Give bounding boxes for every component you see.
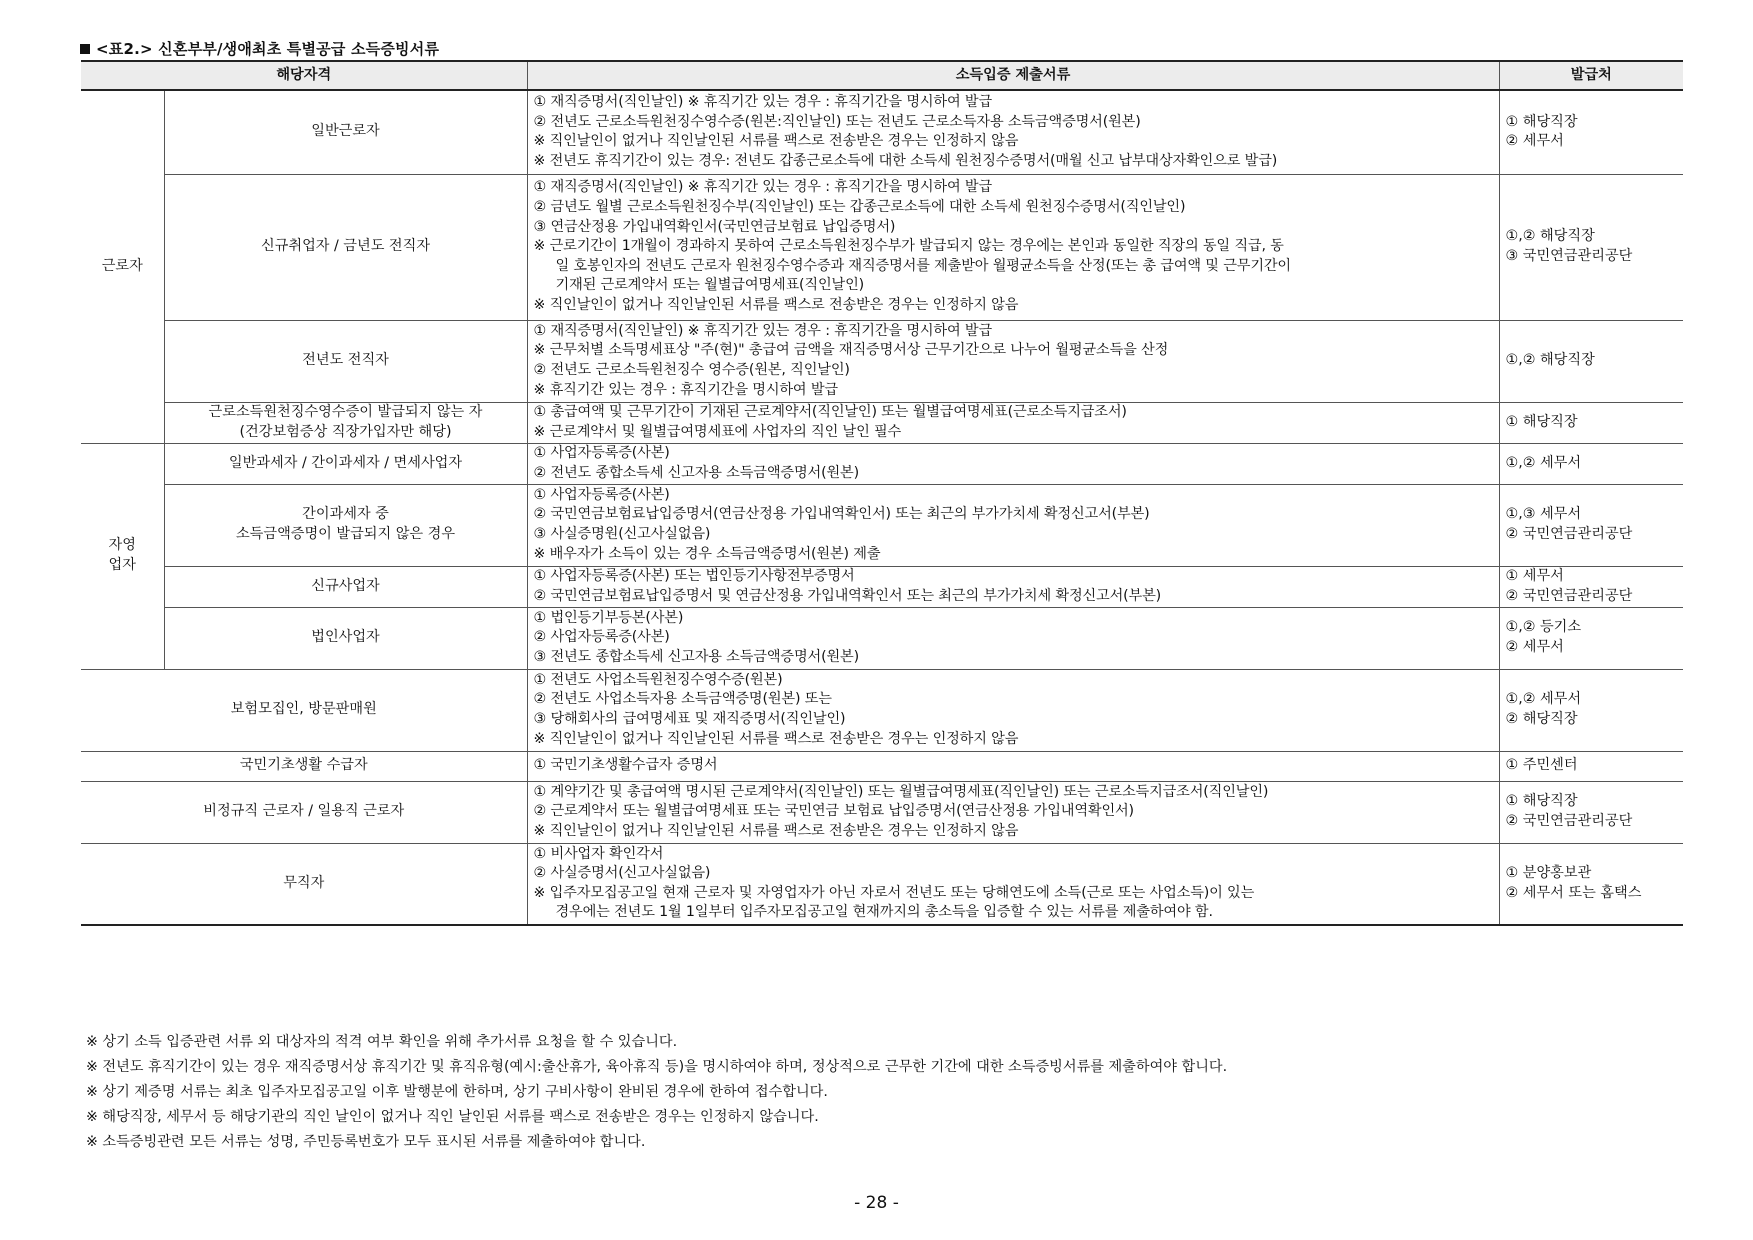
table-row	[81, 843, 1683, 925]
column-header-issuer: 발급처	[1499, 61, 1683, 90]
qualification-cell	[164, 443, 527, 484]
documents-line: ② 전년도 근로소득원천징수영수증(원본:직인날인) 또는 전년도 근로소득자용 소득금액증명서(원본)	[533, 113, 1141, 130]
qualification-cell	[164, 484, 527, 566]
documents-cell	[527, 484, 1499, 566]
qualification-line: 전년도 전직자	[302, 352, 389, 369]
issuer-line: ② 국민연금관리공단	[1505, 813, 1633, 829]
documents-cell	[527, 90, 1499, 174]
income-documents-table	[81, 60, 1683, 926]
qualification-line: 일반과세자 / 간이과세자 / 면세사업자	[228, 454, 463, 471]
qualification-line: 간이과세자 중	[302, 506, 389, 523]
documents-line: ② 금년도 월별 근로소득원천징수부(직인날인) 또는 갑종근로소득에 대한 소득세 원천징수증명서(직인날인)	[533, 199, 1186, 216]
documents-line: ※ 배우자가 소득이 있는 경우 소득금액증명서(원본) 제출	[533, 545, 881, 562]
documents-line: ※ 직인날인이 없거나 직인날인된 서류를 팩스로 전송받은 경우는 인정하지 않음	[533, 296, 1019, 313]
issuer-line: ①,② 해당직장	[1505, 352, 1595, 369]
table-row	[81, 443, 1683, 484]
issuer-line: ② 해당직장	[1505, 711, 1578, 727]
issuer-line: ① 해당직장	[1505, 113, 1578, 130]
issuer-cell	[1499, 566, 1683, 607]
documents-cell	[527, 174, 1499, 320]
documents-cell	[527, 751, 1499, 781]
issuer-line: ① 분양홍보관	[1505, 865, 1592, 882]
issuer-cell	[1499, 751, 1683, 781]
documents-line: ① 국민기초생활수급자 증명서	[533, 757, 718, 774]
documents-cell	[527, 320, 1499, 402]
issuer-line: ①,② 해당직장	[1505, 228, 1595, 245]
documents-cell	[527, 669, 1499, 751]
table-body	[81, 90, 1683, 925]
issuer-line: ② 국민연금관리공단	[1505, 526, 1633, 542]
documents-line: ③ 전년도 종합소득세 신고자용 소득금액증명서(원본)	[533, 648, 859, 665]
footnote: ※ 해당직장, 세무서 등 해당기관의 직인 날인이 없거나 직인 날인된 서류를 팩스로 전송받은 경우는 인정하지 않습니다.	[86, 1109, 819, 1125]
table-row	[81, 320, 1683, 402]
documents-line: ※ 입주자모집공고일 현재 근로자 및 자영업자가 아닌 자로서 전년도 또는 당해연도에 소득(근로 또는 사업소득)이 있는	[533, 884, 1255, 901]
footnote: ※ 전년도 휴직기간이 있는 경우 재직증명서상 휴직기간 및 휴직유형(예시:출산휴가, 육아휴직 등)을 명시하여야 하며, 정상적으로 근무한 기간에 대한 소득증빙서류를 제출하여야 합니다.	[86, 1059, 1228, 1075]
documents-line: ② 전년도 종합소득세 신고자용 소득금액증명서(원본)	[533, 464, 859, 481]
documents-line: ② 국민연금보험료납입증명서(연금산정용 가입내역확인서) 또는 최근의 부가가치세 확정신고서(부본)	[533, 506, 1150, 523]
page-number: - 28 -	[854, 1193, 899, 1213]
issuer-cell	[1499, 484, 1683, 566]
qualification-cell	[81, 751, 527, 781]
issuer-cell	[1499, 669, 1683, 751]
issuer-cell	[1499, 781, 1683, 843]
table-header-row	[81, 61, 1683, 90]
documents-line: ② 전년도 근로소득원천징수 영수증(원본, 직인날인)	[533, 362, 850, 378]
qualification-cell	[81, 669, 527, 751]
documents-line: ※ 전년도 휴직기간이 있는 경우: 전년도 갑종근로소득에 대한 소득세 원천징수증명서(매월 신고 납부대상자확인으로 발급)	[533, 152, 1278, 169]
documents-line: 경우에는 전년도 1월 1일부터 입주자모집공고일 현재까지의 총소득을 입증할 수 있는 서류를 제출하여야 함.	[555, 904, 1213, 921]
qualification-line: 일반근로자	[311, 123, 380, 140]
qualification-line: 무직자	[283, 874, 325, 891]
qualification-cell	[164, 90, 527, 174]
issuer-line: ② 세무서	[1505, 639, 1564, 655]
documents-line: 기재된 근로계약서 또는 월별급여명세표(직인날인)	[555, 277, 865, 294]
qualification-line: 소득금액증명이 발급되지 않은 경우	[235, 526, 456, 542]
documents-cell	[527, 843, 1499, 925]
documents-line: ① 법인등기부등본(사본)	[533, 609, 684, 626]
issuer-line: ①,② 등기소	[1505, 619, 1582, 636]
qualification-line: (건강보험증상 직장가입자만 해당)	[239, 423, 452, 440]
table-row	[81, 484, 1683, 566]
issuer-line: ① 해당직장	[1505, 413, 1578, 430]
qualification-cell	[164, 566, 527, 607]
table-row	[81, 90, 1683, 174]
documents-line: ※ 근무처별 소득명세표상 "주(현)" 총급여 금액을 재직증명서상 근무기간으로 나누어 월평균소득을 산정	[533, 342, 1169, 359]
column-header-qualification: 해당자격	[81, 61, 527, 90]
documents-line: ※ 직인날인이 없거나 직인날인된 서류를 팩스로 전송받은 경우는 인정하지 않음	[533, 133, 1019, 150]
group-label-self-employed	[81, 443, 164, 669]
documents-line: ① 비사업자 확인각서	[533, 845, 664, 862]
group-label-worker	[81, 90, 164, 443]
documents-line: ② 근로계약서 또는 월별급여명세표 또는 국민연금 보험료 납입증명서(연금산정용 가입내역확인서)	[533, 803, 1134, 820]
documents-cell	[527, 443, 1499, 484]
footnote: ※ 소득증빙관련 모든 서류는 성명, 주민등록번호가 모두 표시된 서류를 제출하여야 합니다.	[86, 1134, 646, 1150]
table-row	[81, 607, 1683, 669]
documents-cell	[527, 607, 1499, 669]
qualification-line: 법인사업자	[311, 629, 380, 646]
issuer-line: ③ 국민연금관리공단	[1505, 248, 1633, 264]
issuer-line: ①,② 세무서	[1505, 454, 1582, 471]
documents-cell	[527, 402, 1499, 443]
documents-line: ③ 사실증명원(신고사실없음)	[533, 526, 711, 542]
documents-line: ① 사업자등록증(사본)	[533, 444, 670, 461]
documents-cell	[527, 781, 1499, 843]
footnote: ※ 상기 소득 입증관련 서류 외 대상자의 적격 여부 확인을 위해 추가서류 요청을 할 수 있습니다.	[86, 1034, 678, 1050]
issuer-line: ② 세무서 또는 홈택스	[1505, 884, 1642, 901]
qualification-cell	[164, 174, 527, 320]
issuer-line: ① 해당직장	[1505, 793, 1578, 810]
qualification-line: 신규사업자	[311, 577, 380, 594]
square-bullet-icon	[80, 44, 90, 54]
documents-line: ① 재직증명서(직인날인) ※ 휴직기간 있는 경우 : 휴직기간을 명시하여 발급	[533, 179, 993, 196]
issuer-cell	[1499, 607, 1683, 669]
group-label-text: 자영	[108, 537, 136, 554]
documents-line: ② 국민연금보험료납입증명서 및 연금산정용 가입내역확인서 또는 최근의 부가가치세 확정신고서(부본)	[533, 587, 1162, 604]
documents-line: ※ 근로계약서 및 월별급여명세표에 사업자의 직인 날인 필수	[533, 423, 902, 440]
table-row	[81, 566, 1683, 607]
group-label-text: 근로자	[101, 257, 143, 274]
issuer-cell	[1499, 843, 1683, 925]
documents-line: ① 계약기간 및 총급여액 명시된 근로계약서(직인날인) 또는 월별급여명세표(직인날인) 또는 근로소득지급조서(직인날인)	[533, 783, 1269, 800]
documents-line: ② 사실증명서(신고사실없음)	[533, 865, 711, 882]
issuer-line: ② 세무서	[1505, 133, 1564, 150]
issuer-cell	[1499, 402, 1683, 443]
issuer-line: ① 세무서	[1505, 567, 1564, 584]
issuer-cell	[1499, 174, 1683, 320]
documents-line: ① 재직증명서(직인날인) ※ 휴직기간 있는 경우 : 휴직기간을 명시하여 발급	[533, 94, 993, 111]
issuer-cell	[1499, 443, 1683, 484]
qualification-cell	[164, 320, 527, 402]
qualification-line: 보험모집인, 방문판매원	[230, 701, 377, 718]
column-header-documents: 소득입증 제출서류	[527, 61, 1499, 90]
footnotes	[86, 1030, 1686, 1155]
qualification-line: 근로소득원천징수영수증이 발급되지 않는 자	[208, 403, 483, 420]
documents-line: ① 재직증명서(직인날인) ※ 휴직기간 있는 경우 : 휴직기간을 명시하여 발급	[533, 322, 993, 339]
issuer-line: ①,③ 세무서	[1505, 506, 1582, 523]
issuer-line: ② 국민연금관리공단	[1505, 587, 1633, 604]
documents-cell	[527, 566, 1499, 607]
documents-line: ② 사업자등록증(사본)	[533, 629, 670, 646]
documents-line: ② 전년도 사업소득자용 소득금액증명(원본) 또는	[533, 691, 832, 708]
qualification-line: 신규취업자 / 금년도 전직자	[260, 238, 431, 255]
documents-line: ③ 당해회사의 급여명세표 및 재직증명서(직인날인)	[533, 711, 846, 727]
document-title	[80, 38, 439, 59]
documents-line: ※ 직인날인이 없거나 직인날인된 서류를 팩스로 전송받은 경우는 인정하지 않음	[533, 730, 1019, 747]
table-row	[81, 669, 1683, 751]
table-row	[81, 402, 1683, 443]
documents-line: ① 사업자등록증(사본)	[533, 486, 670, 503]
issuer-cell	[1499, 320, 1683, 402]
issuer-cell	[1499, 90, 1683, 174]
qualification-cell	[164, 607, 527, 669]
document-title-text: <표2.> 신혼부부/생애최초 특별공급 소득증빙서류	[96, 40, 440, 58]
table-row	[81, 751, 1683, 781]
documents-line: ※ 근로기간이 1개월이 경과하지 못하여 근로소득원천징수부가 발급되지 않는 경우에는 본인과 동일한 직장의 동일 직급, 동	[533, 238, 1284, 255]
qualification-line: 비정규직 근로자 / 일용직 근로자	[203, 803, 405, 820]
documents-line: ① 총급여액 및 근무기간이 기재된 근로계약서(직인날인) 또는 월별급여명세표(근로소득지급조서)	[533, 403, 1127, 420]
documents-line: ③ 연금산정용 가입내역확인서(국민연금보험료 납입증명서)	[533, 218, 896, 235]
qualification-cell	[81, 781, 527, 843]
documents-line: 일 호봉인자의 전년도 근로자 원천징수영수증과 재직증명서를 제출받아 월평균소득을 산정(또는 총 급여액 및 근무기간이	[555, 257, 1291, 274]
qualification-line: 국민기초생활 수급자	[239, 757, 368, 774]
footnote: ※ 상기 제증명 서류는 최초 입주자모집공고일 이후 발행분에 한하며, 상기 구비사항이 완비된 경우에 한하여 접수합니다.	[86, 1084, 828, 1100]
qualification-cell	[164, 402, 527, 443]
issuer-line: ①,② 세무서	[1505, 691, 1582, 708]
documents-line: ※ 직인날인이 없거나 직인날인된 서류를 팩스로 전송받은 경우는 인정하지 않음	[533, 822, 1019, 839]
issuer-line: ① 주민센터	[1505, 757, 1578, 774]
table-row	[81, 174, 1683, 320]
qualification-cell	[81, 843, 527, 925]
documents-line: ① 전년도 사업소득원천징수영수증(원본)	[533, 671, 783, 688]
documents-line: ① 사업자등록증(사본) 또는 법인등기사항전부증명서	[533, 567, 855, 584]
group-label-text: 업자	[108, 557, 136, 573]
table-row	[81, 781, 1683, 843]
documents-line: ※ 휴직기간 있는 경우 : 휴직기간을 명시하여 발급	[533, 381, 838, 398]
